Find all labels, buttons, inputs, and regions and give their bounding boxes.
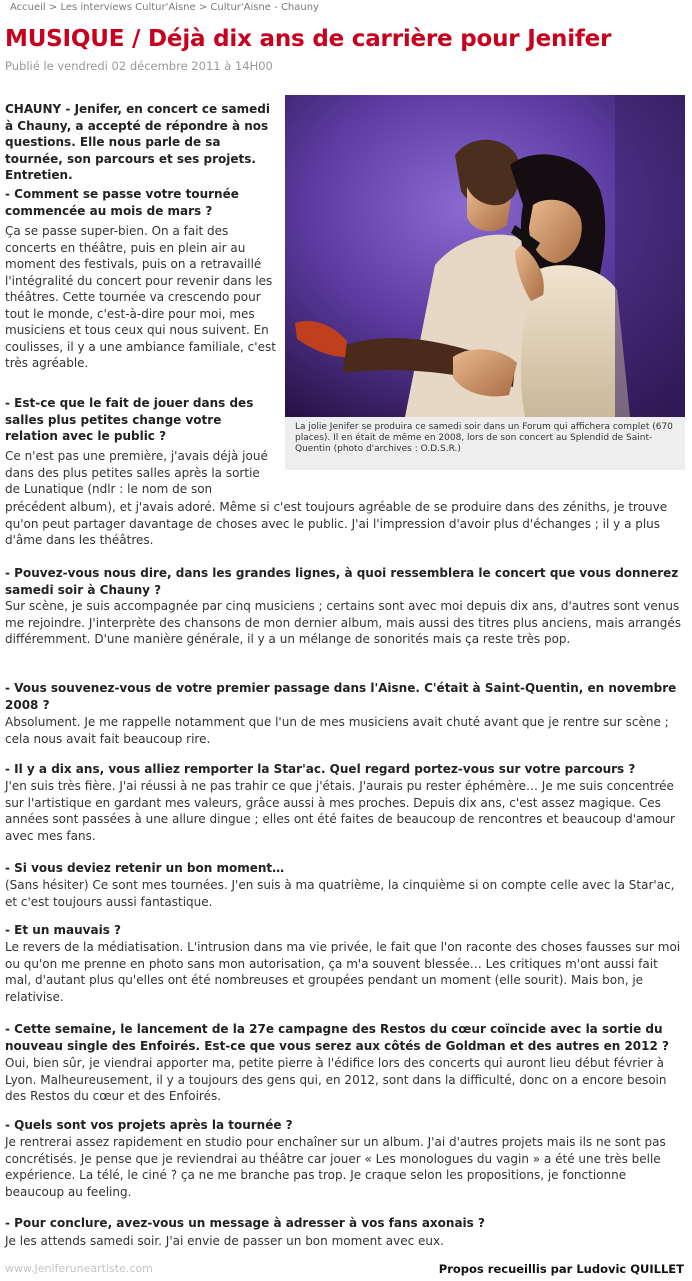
question-5: - Il y a dix ans, vous alliez remporter la Star'ac. Quel regard portez-vous sur votre parcours ? bbox=[5, 762, 636, 776]
answer-8: Oui, bien sûr, je viendrai apporter ma, petite pierre à l'édifice lors des concerts qui auront lieu début février à Lyon. Malheureusement, il y a toujours des gens qui, en 2012, sont dans la difficulté, donc on a encore besoin des Restos du cœur et des Enfoirés. bbox=[5, 1056, 667, 1103]
question-1: - Comment se passe votre tournée commencée au mois de mars ? bbox=[5, 187, 239, 218]
question-10: - Pour conclure, avez-vous un message à adresser à vos fans axonais ? bbox=[5, 1216, 485, 1230]
breadcrumb-separator: > bbox=[45, 2, 61, 13]
answer-3: Sur scène, je suis accompagnée par cinq musiciens ; certains sont avec moi depuis dix ans, d'autres sont venus me rejoindre. J'interprète des chansons de mon dernier album, mais aussi des titres plus anciens, mais arrangés différemment. D'une manière générale, il y a un mélange de sonorités mais ça reste très pop. bbox=[5, 599, 682, 646]
breadcrumb bbox=[10, 2, 319, 13]
article-figure bbox=[285, 95, 685, 470]
watermark: www.Jeniferuneartiste.com bbox=[5, 1262, 153, 1275]
breadcrumb-interviews-link[interactable]: Les interviews Cultur'Aisne bbox=[60, 2, 196, 13]
answer-9: Je rentrerai assez rapidement en studio pour enchaîner sur un album. J'ai d'autres projets mais ils ne sont pas concrétisés. Je pense que je reviendrai au théâtre car jouer « Les monologues du vagin » a été une très belle expérience. La télé, le ciné ? ça ne me branche pas trop. Je craque selon les propositions, je fonctionne beaucoup au feeling. bbox=[5, 1135, 666, 1199]
answer-5: J'en suis très fière. J'ai réussi à ne pas trahir ce que j'étais. J'aurais pu rester éphémère… Je me suis concentrée sur l'artistique en gardant mes valeurs, grâce aussi à mes proches. Depuis dix ans, c'est assez magique. Ces années sont passées à une allure dingue ; elles ont été faites de beaucoup de rencontres et beaucoup d'amour avec mes fans. bbox=[5, 779, 675, 843]
article-lead: CHAUNY - Jenifer, en concert ce samedi à Chauny, a accepté de répondre à nos questions. Elle nous parle de sa tournée, son parcours et ses projets. Entretien. bbox=[5, 102, 270, 182]
answer-2-continued: précédent album), et j'avais adoré. Même si c'est toujours agréable de se produire dans des zéniths, je trouve qu'on peut partager davantage de choses avec le public. J'ai l'impression d'avoir plus d'échanges ; il y a plus d'âme dans les théâtres. bbox=[5, 500, 668, 547]
breadcrumb-chauny-link[interactable]: Chauny bbox=[280, 2, 319, 13]
question-6: - Si vous deviez retenir un bon moment… bbox=[5, 861, 285, 875]
question-2: - Est-ce que le fait de jouer dans des salles plus petites change votre relation avec le public ? bbox=[5, 396, 254, 443]
article-signature: Propos recueillis par Ludovic QUILLET bbox=[438, 1262, 684, 1276]
question-9: - Quels sont vos projets après la tournée ? bbox=[5, 1118, 293, 1132]
concert-photo bbox=[285, 95, 685, 417]
question-4: - Vous souvenez-vous de votre premier passage dans l'Aisne. C'était à Saint-Quentin, en novembre 2008 ? bbox=[5, 681, 677, 712]
answer-10: Je les attends samedi soir. J'ai envie de passer un bon moment avec eux. bbox=[5, 1234, 444, 1248]
breadcrumb-separator: > bbox=[195, 2, 211, 13]
answer-6: (Sans hésiter) Ce sont mes tournées. J'en suis à ma quatrième, la cinquième si on compte celle avec la Star'ac, et c'est toujours aussi fantastique. bbox=[5, 878, 675, 909]
question-8: - Cette semaine, le lancement de la 27e campagne des Restos du cœur coïncide avec la sortie du nouveau single des Enfoirés. Est-ce que vous serez aux côtés de Goldman et des autres en 2012 ? bbox=[5, 1022, 669, 1053]
photo-caption: La jolie Jenifer se produira ce samedi soir dans un Forum qui affichera complet (670 places). Il en était de même en 2008, lors de son concert au Splendid de Saint-Quentin (photo d'archives : O.D.S.R.) bbox=[295, 422, 673, 454]
publication-date: Publié le vendredi 02 décembre 2011 à 14H00 bbox=[5, 59, 273, 73]
question-3: - Pouvez-vous nous dire, dans les grandes lignes, à quoi ressemblera le concert que vous donnerez samedi soir à Chauny ? bbox=[5, 566, 679, 597]
answer-4: Absolument. Je me rappelle notamment que l'un de mes musiciens avait chuté avant que je rentre sur scène ; cela nous avait fait beaucoup rire. bbox=[5, 715, 669, 746]
article-title: MUSIQUE / Déjà dix ans de carrière pour Jenifer bbox=[5, 26, 612, 52]
breadcrumb-culturaisne-link[interactable]: Cultur'Aisne bbox=[210, 2, 271, 13]
answer-2: Ce n'est pas une première, j'avais déjà joué dans des plus petites salles après la sortie de Lunatique (ndlr : le nom de son bbox=[5, 449, 268, 496]
breadcrumb-separator: - bbox=[270, 2, 281, 13]
answer-7: Le revers de la médiatisation. L'intrusion dans ma vie privée, le fait que l'on raconte des choses fausses sur moi ou qu'on me prenne en photo sans mon autorisation, ça m'a souvent blessée… Les critiques m'ont aussi fait mal, d'autant plus qu'elles ont été nombreuses et groupées pendant un moment (elle sourit). Mais bon, je relativise. bbox=[5, 940, 681, 1004]
answer-1: Ça se passe super-bien. On a fait des concerts en théâtre, puis en plein air au moment des festivals, puis on a retravaillé l'intégralité du concert pour revenir dans les théâtres. Cette tournée va crescendo pour tout le monde, c'est-à-dire pour moi, mes musiciens et tous ceux qui nous suivent. En coulisses, il y a une ambiance familiale, c'est très agréable. bbox=[5, 224, 276, 370]
breadcrumb-home-link[interactable]: Accueil bbox=[10, 2, 46, 13]
question-7: - Et un mauvais ? bbox=[5, 923, 121, 937]
